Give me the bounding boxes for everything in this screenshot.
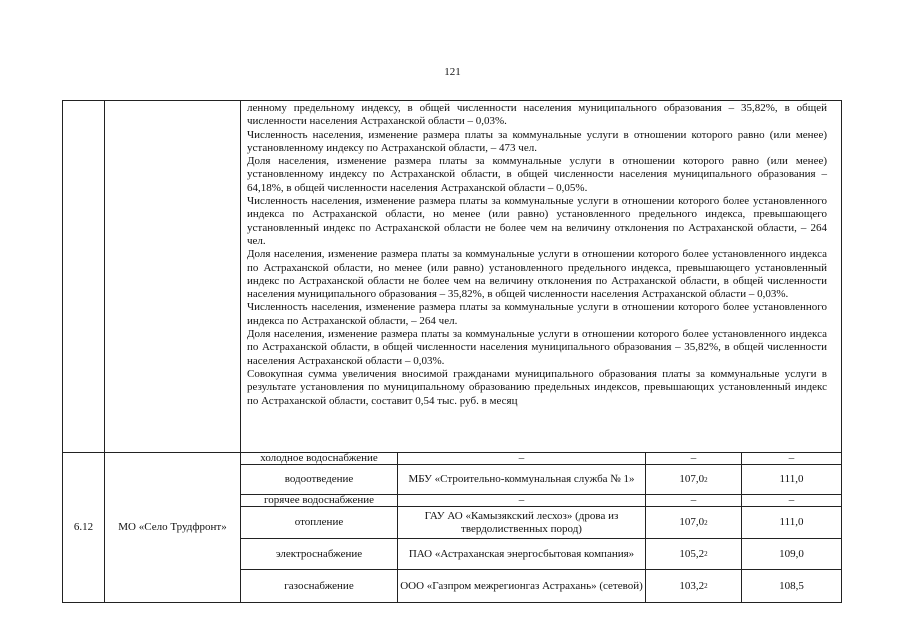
municipality-name: МО «Село Трудфронт» [118,521,227,533]
provider-name: ООО «Газпром межрегионгаз Астрахань» (сетевой) [400,579,643,592]
index-value: 103,2 2 [679,579,708,592]
paragraph: Доля населения, изменение размера платы за коммунальные услуги в отношении которого более установленного индекса по Астраханской области, в общей численности населения муниципального образования – 35,82%, в общей численности населения Астраханской области – 0,03%. [247,328,827,367]
paragraph: Численность населения, изменение размера платы за коммунальные услуги в отношении которого более установленного индекса по Астраханской области, – 264 чел. [247,301,827,327]
paragraph: Доля населения, изменение размера платы за коммунальные услуги в отношении которого более установленного индекса по Астраханской области, но менее (или равно) установленного предельного индекса, превышающего установленный индекс по Астраханской области не более чем на величину отклонения по Астраханской области, в общей численности населения муниципального образования – 35,82%, в общей численности населения Астраханской области – 0,03%. [247,248,827,301]
paragraph: Доля населения, изменение размера платы за коммунальные услуги в отношении которого равно (или менее) установленному индексу по Астраханской области, в общей численности населения муниципального образования – 64,18%, в общей численности населения Астраханской области – 0,05%. [247,155,827,194]
limit-value: 109,0 [779,547,804,560]
continuation-text [247,102,827,408]
paragraph: Численность населения, изменение размера платы за коммунальные услуги в отношении которого равно (или менее) установленному индексу по Астраханской области, – 473 чел. [247,128,827,154]
paragraph: Совокупная сумма увеличения вносимой гражданами муниципального образования платы за коммунальные услуги в результате установления по муниципальному образованию предельных индексов, превышающих установленный индекс по Астраханской области, составит 0,54 тыс. руб. в месяц [247,367,827,407]
index-value: – [690,452,697,464]
index-value: – [690,494,697,506]
service-name: холодное водоснабжение [260,452,378,464]
provider-name: ПАО «Астраханская энергосбытовая компания» [408,547,635,560]
row-number: 6.12 [73,521,94,533]
provider-name: – [518,452,525,464]
service-name: горячее водоснабжение [264,494,374,506]
page-number: 121 [444,66,461,78]
limit-value: 111,0 [779,516,804,528]
index-value: 105,2 2 [679,547,708,560]
provider-name: МБУ «Строительно-коммунальная служба № 1» [408,473,635,485]
provider-name: ГАУ АО «Камызякский лесхоз» (дрова из твердолиственных пород) [424,509,619,535]
paragraph: ленному предельному индексу, в общей численности населения муниципального образования – 35,82%, в общей численности населения Астраханской области – 0,03%. [247,102,827,128]
service-name: газоснабжение [284,579,354,592]
limit-value: – [788,494,795,506]
provider-name: – [518,494,525,506]
paragraph: Численность населения, изменение размера платы за коммунальные услуги в отношении которого более установленного индекса по Астраханской области, но менее (или равно) установленного предельного индекса, превышающего установленный индекс по Астраханской области не более чем на величину отклонения по Астраханской области, – 264 чел. [247,195,827,247]
service-name: водоотведение [284,473,354,485]
limit-value: 108,5 [779,579,804,592]
index-value: 107,0 2 [679,473,708,485]
limit-value: – [788,452,795,464]
limit-value: 111,0 [779,473,804,485]
service-name: отопление [294,516,344,528]
service-name: электроснабжение [275,547,363,560]
index-value: 107,0 2 [679,516,708,528]
